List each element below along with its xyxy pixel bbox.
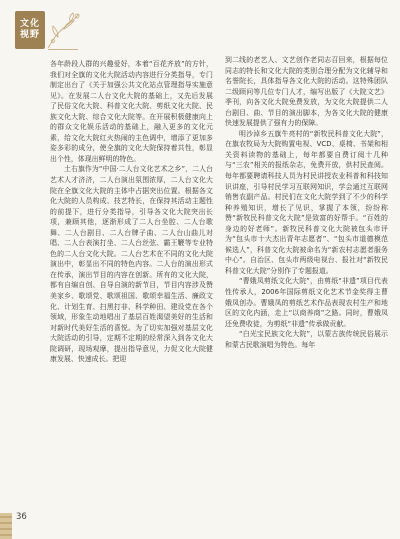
- paragraph: “白光宝民族文化大院”，以蒙古族传统民俗展示和蒙古民歌演唱为特色。每年: [225, 330, 388, 349]
- corner-decoration-icon: [0, 513, 12, 539]
- section-title-line1: 文化: [19, 19, 40, 29]
- paragraph: 明沙淖乡五旗牛亮村的“新牧民科普文化大院”，在旗农牧局为大院购置电视、VCD、桌椅、书架和相关资料读物的基础上，每年都要自费订阅十几种与“三农”相关的报纸杂志，免费开放，供村民查阅。每年都要聘请科技人员为村民讲授农业科普和科技知识讲座，引导村民学习互联网知识，学会通过互联网销售农副产品。村民们在文化大院学到了不少的科学种养殖知识，增长了见识，掌握了本领，纷纷称赞“新牧民科普文化大院”是致富的好帮手。“百姓的身边的好老师”。新牧民科普文化大院被包头市评为“包头市十大杰出青年志愿者”、“包头市道德模范候选人”，科普文化大院被命名为“新农村志愿者服务中心”。自治区、包头市两级电视台、报社对“新牧民科普文化大院”分别作了专题报道。: [225, 129, 388, 275]
- section-title-line2: 视野: [19, 30, 40, 40]
- paragraph: “曹娥凤剪纸文化大院”，由剪纸“非遗”项目代表性传承人，2006年国际剪纸文化艺术节金奖得主曹娥凤创办。曹娥凤的剪纸艺术作品表现农村生产和地区的文化内涵，走上“以商养商”之路。同时，曹娥凤还免费收徒，为剪纸“非遗”传承做贡献。: [225, 277, 388, 328]
- paragraph: 各年龄段人群的兴趣爱好，本着“百花齐放”的方针，我们对全旗的文化大院活动内容进行分类指导，专门制定出台了《关于加强公共文化站点管理指导实施意见》。在发展二人台文化大院的基础上，又先后发展了民俗文化大院、科普文化大院、剪纸文化大院、民族文化大院、综合文化大院等。在开展积极健康向上的群众文化娱乐活动的基础上，融入更多的文化元素，给文化大院红火热闹的主色调中，增添了更加多姿多彩的成分，使全旗的文化大院保持着共性，彰显出个性，体现出鲜明的特色。: [50, 60, 213, 163]
- paragraph: 到二线的老艺人、文艺创作老同志召回来，根据每位同志的特长和文化大院的类别合理分配为文化辅导和名誉院长，具体指导各文化大院的活动。这特殊团队二级顾问等几位专门人才，编写出版了《大院文艺》季刊，向各文化大院免费发放，为文化大院提供二人台剧目、曲、节目的演出脚本，为各文化大院的健康快速发展提供了强有力的保障。: [225, 56, 388, 128]
- header-divider: [48, 49, 78, 50]
- floral-ornament-icon: [44, 10, 82, 50]
- body-column-right: [225, 55, 388, 350]
- paragraph: 土右旗作为“中国·二人台文化艺术之乡”，二人台艺术人才济济，二人台演出氛围浓厚，二人台文化大院在全旗文化大院的主体中占据突出位置。根据各文化大院的人员构成、技艺特长，在保持其活动主题性的前提下，进行分类指导，引导各文化大院突出长项，兼顾其他，逐渐形成了二人台坐腔、二人台歌舞、二人台剧目、二人台牌子曲、二人台山曲儿对唱、二人台表演打坐、二人台丝弦、霸王鞭等专业特色的二人台文化大院。二人台艺术在不同的文化大院演出中，彰显出不同的特色内容。二人台的演出形式在传承，演出节目的内容在创新。所有的文化大院，都有自编自创、自导自演的新节目，节目内容涉及赞美家乡、歌颂党、歌颂祖国、歌颂幸福生活、廉政文化、计划生育、扫黑打非、科学种田、建设党在各个领域，形象生动地唱出了基层百姓渴望美好的生活和对新时代美好生活的喜悦。为了切实加强对基层文化大院活动的引导，定期不定期的经常深入到各文化大院调研，现场观摩，提出指导意见，力促文化大院健康发展、快速成长。把迎: [50, 165, 213, 364]
- body-column-left: [50, 59, 213, 365]
- section-badge: [15, 11, 45, 49]
- page-number: 36: [16, 512, 27, 522]
